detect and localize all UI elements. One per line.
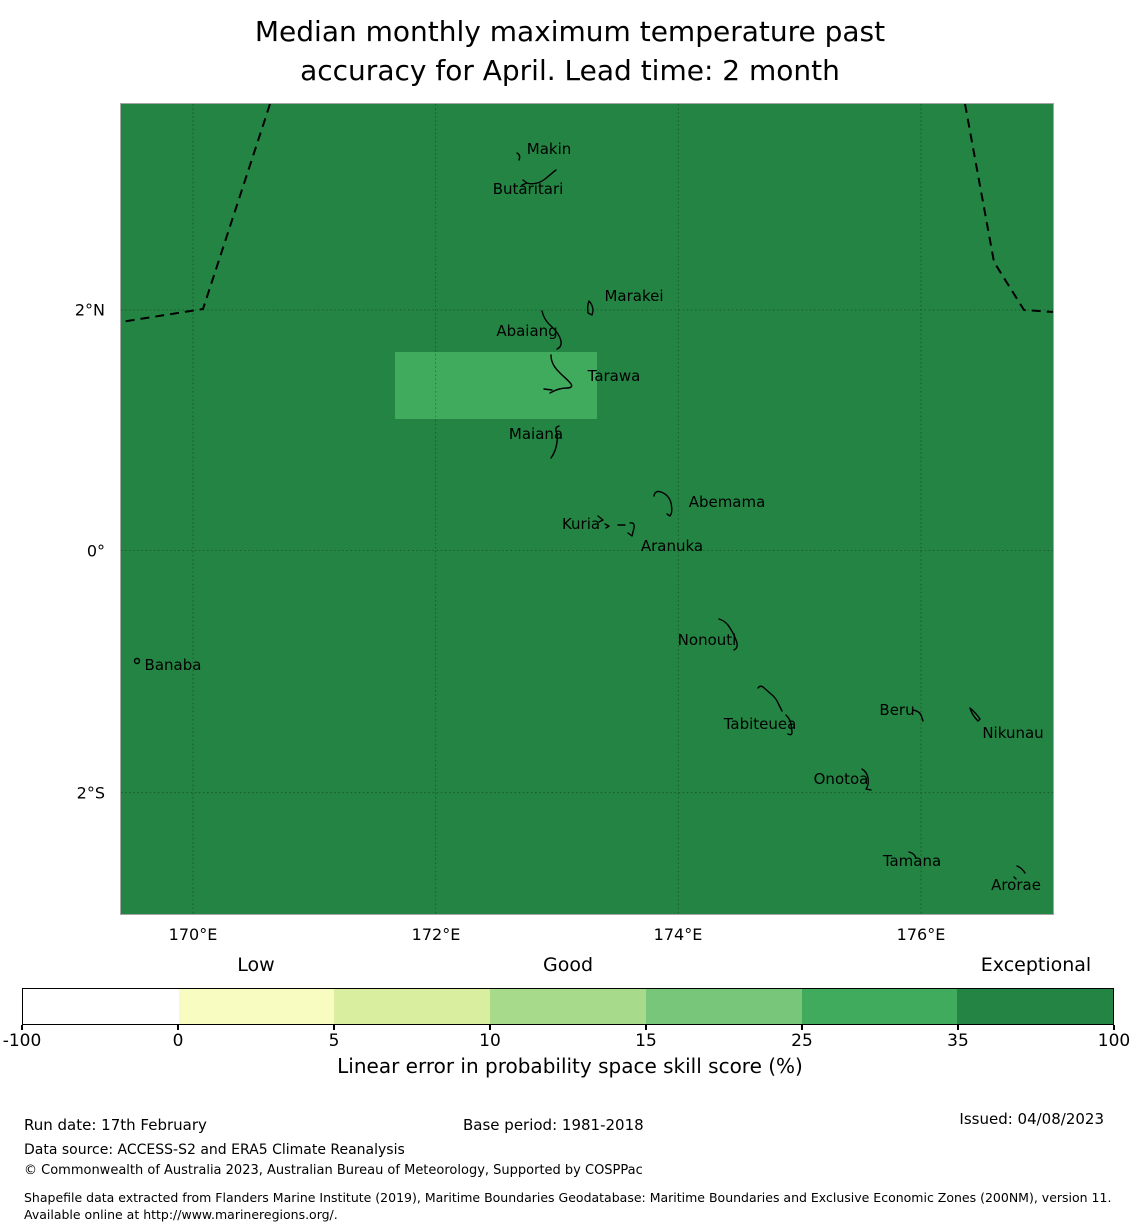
island-label-nikunau: Nikunau bbox=[982, 724, 1044, 742]
title-line-2: accuracy for April. Lead time: 2 month bbox=[300, 54, 840, 87]
island-label-abemama: Abemama bbox=[688, 493, 766, 511]
island-label-banaba: Banaba bbox=[144, 656, 202, 674]
island-label-tarawa: Tarawa bbox=[587, 367, 641, 385]
colorbar-ticks: -100 0 5 10 15 25 35 100 bbox=[22, 1025, 1114, 1059]
island-label-beru: Beru bbox=[879, 701, 915, 719]
page-title bbox=[0, 12, 1140, 90]
island-label-nonouti: Nonouti bbox=[677, 631, 737, 649]
colorbar-region-label-good: Good bbox=[542, 954, 594, 976]
island-label-marakei: Marakei bbox=[604, 287, 664, 305]
y-tick-label: 2°N bbox=[74, 300, 105, 320]
colorbar-segment bbox=[802, 989, 958, 1024]
colorbar-segment bbox=[179, 989, 335, 1024]
copyright-text: © Commonwealth of Australia 2023, Australian Bureau of Meteorology, Supported by COSPPac bbox=[24, 1163, 643, 1178]
island-label-onotoa: Onotoa bbox=[813, 770, 869, 788]
island-label-makin: Makin bbox=[526, 140, 572, 158]
x-tick-label: 172°E bbox=[411, 925, 461, 944]
colorbar-region-label-low: Low bbox=[237, 954, 275, 976]
shapefile-note-text: Shapefile data extracted from Flanders Marine Institute (2019), Maritime Boundaries Geodatabase: Maritime Boundaries and Exclusive Economic Zones (200NM), version 11. Available online at http://www.marineregions.org/. bbox=[24, 1190, 1112, 1222]
colorbar-title: Linear error in probability space skill score (%) bbox=[337, 1054, 803, 1078]
y-tick-label: 0° bbox=[86, 541, 105, 561]
data-source-text: Data source: ACCESS-S2 and ERA5 Climate Reanalysis bbox=[24, 1142, 405, 1158]
island-label-abaiang: Abaiang bbox=[496, 322, 558, 340]
island-labels bbox=[121, 104, 1053, 914]
colorbar-segment bbox=[646, 989, 802, 1024]
colorbar-region-label-exceptional: Exceptional bbox=[980, 954, 1092, 976]
colorbar-segment bbox=[334, 989, 490, 1024]
y-axis-labels bbox=[0, 104, 113, 914]
map-area bbox=[121, 104, 1053, 914]
colorbar-region-labels bbox=[22, 948, 1114, 978]
colorbar-segment bbox=[490, 989, 646, 1024]
issued-text: Issued: 04/08/2023 bbox=[959, 1110, 1104, 1128]
island-label-kuria: Kuria bbox=[561, 515, 601, 533]
x-tick-label: 176°E bbox=[896, 925, 946, 944]
island-label-maiana: Maiana bbox=[508, 425, 564, 443]
colorbar-segment bbox=[957, 989, 1113, 1024]
colorbar-segment bbox=[23, 989, 179, 1024]
island-label-butaritari: Butaritari bbox=[492, 180, 564, 198]
island-label-tabiteuea: Tabiteuea bbox=[723, 715, 797, 733]
title-line-1: Median monthly maximum temperature past bbox=[254, 15, 886, 48]
island-label-tamana: Tamana bbox=[882, 852, 942, 870]
y-tick-label: 2°S bbox=[76, 783, 105, 803]
colorbar-gradient bbox=[22, 988, 1114, 1025]
x-tick-label: 170°E bbox=[168, 925, 218, 944]
base-period-text: Base period: 1981-2018 bbox=[463, 1116, 644, 1134]
island-label-arorae: Arorae bbox=[991, 876, 1041, 894]
x-tick-label: 174°E bbox=[653, 925, 703, 944]
run-date-text: Run date: 17th February bbox=[24, 1116, 207, 1134]
island-label-aranuka: Aranuka bbox=[640, 537, 704, 555]
